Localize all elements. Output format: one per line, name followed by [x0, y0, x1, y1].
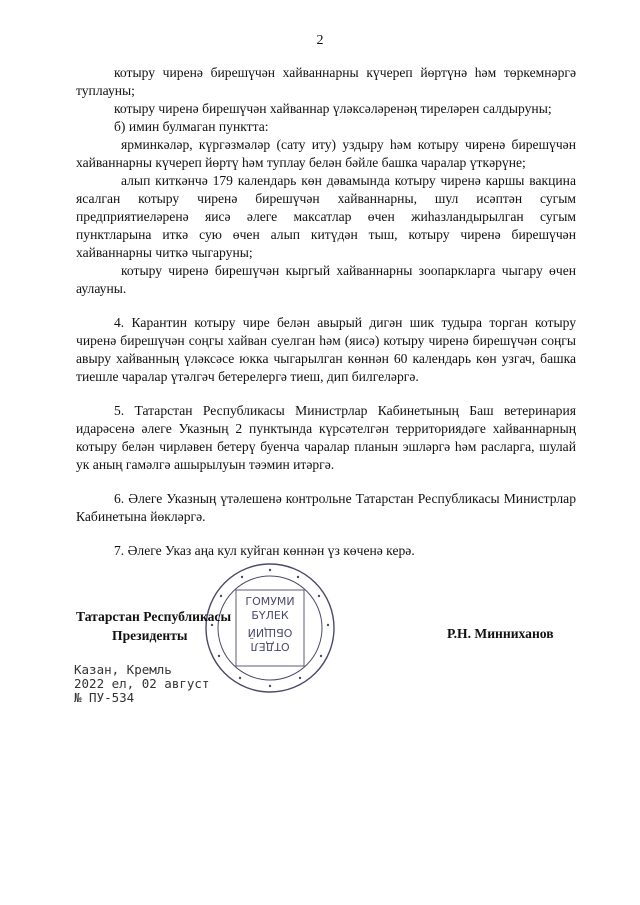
paragraph: котыру чиренә бирешүчән хайваннар үләксәләренәң тиреләрен салдыруны; [114, 101, 552, 116]
signature-title-line-1: Татарстан Республикасы [76, 609, 232, 624]
paragraph: б) имин булмаган пунктта: [114, 119, 269, 134]
footer-number: № ПУ-534 [74, 690, 135, 705]
seal-line-1: ГОМУМИ [245, 595, 295, 608]
paragraph: 4. Карантин котыру чире белән авырый дигән шик тудыра торган котыру чиренә бирешүчән соңгы хайван суелган һәм (яисә) котыру чиренә бирешүчән соңгы авыру хайванның үләксәсе юкка чыгарылган көннән 60 календарь көн узгач, башка тиешле чаралар үтәлгәч бетерелергә тиеш, дип билгеләргә. [76, 315, 576, 384]
seal-line-4: ОБЩИЙ [247, 626, 293, 639]
paragraph: ярминкәләр, күргәзмәләр (сату иту) уздыру һәм котыру чиренә бирешүчән хайваннарны күчереп йөртү һәм туплау белән бәйле башка чаралар үткәрүне; [76, 137, 576, 170]
footer-date: 2022 ел, 02 август [74, 676, 210, 691]
decree-body [76, 64, 576, 560]
paragraph: 7. Әлеге Указ аңа кул куйган көннән үз көченә керә. [114, 543, 415, 558]
signature-title-line-2: Президенты [112, 628, 188, 643]
paragraph: котыру чиренә бирешүчән кыргый хайваннарны зоопаркларга чыгару өчен аулауны. [76, 263, 576, 296]
paragraph: котыру чиренә бирешүчән хайваннарны күчереп йөртүнә һәм төркемнәргә туплауны; [76, 65, 576, 98]
signatory-name: Р.Н. Минниханов [447, 626, 554, 641]
paragraph: алып киткәнчә 179 календарь көн дәвамында котыру чиренә каршы вакцина ясалган котыру чиренә бирешүчән хайваннарны, шул исәптән сугым предприятиеләренә яисә әлеге максатлар өчен жиһазландырылган сугым пунктларына иткә сую өчен алып китүдән тыш, котыру чиренә бирешүчән хайваннарны читкә чыгаруны; [76, 173, 576, 260]
signature-title [76, 607, 231, 645]
footer-place: Казан, Кремль [74, 662, 172, 677]
document-footer [74, 663, 209, 705]
page-number: 2 [316, 33, 324, 48]
paragraph: 5. Татарстан Республикасы Министрлар Кабинетының Баш ветеринария идарәсенә әлеге Указның 2 пунктында күрсәтелгән территориядәге хайваннарның котыру белән чирләвен бетерү буенча чаралар планын эшләргә һәм расларга, шулай ук аның гамәлгә ашырылуын тәэмин итәргә. [76, 403, 576, 472]
seal-line-3: ОТДЕЛ [250, 640, 290, 653]
seal-line-2: БҮЛЕК [251, 609, 289, 622]
paragraph: 6. Әлеге Указның үтәлешенә контрольне Татарстан Республикасы Министрлар Кабинетына йөкләргә. [76, 491, 576, 524]
